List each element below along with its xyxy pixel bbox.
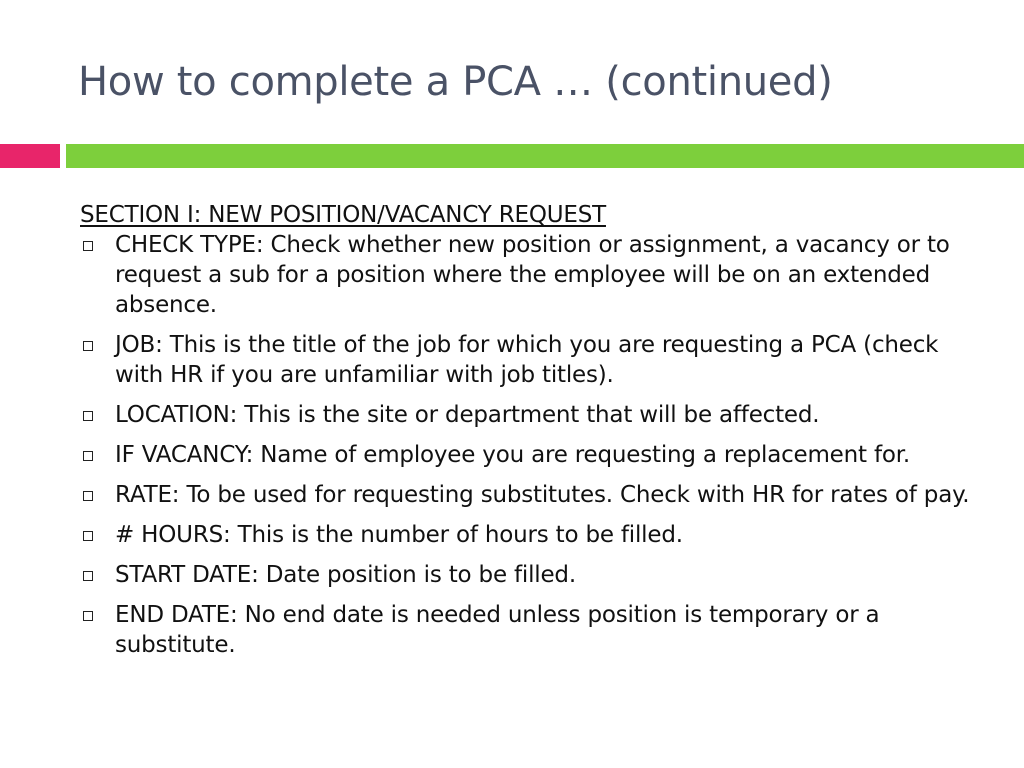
section-heading: SECTION I: NEW POSITION/VACANCY REQUEST <box>80 202 606 228</box>
list-item-rate <box>80 480 980 510</box>
list-item-start-date <box>80 560 980 590</box>
list-item-text: IF VACANCY: Name of employee you are requesting a replacement for. <box>115 442 910 468</box>
slide-title: How to complete a PCA … (continued) <box>78 59 833 105</box>
square-bullet-icon <box>83 411 93 421</box>
square-bullet-icon <box>83 491 93 501</box>
square-bullet-icon <box>83 241 93 251</box>
list-item-end-date <box>80 600 980 660</box>
list-item-hours <box>80 520 980 550</box>
list-item-text: CHECK TYPE: Check whether new position or assignment, a vacancy or to request a sub for a position where the employee will be on an extended absence. <box>115 232 950 318</box>
list-item-job <box>80 330 980 390</box>
square-bullet-icon <box>83 451 93 461</box>
slide-content <box>80 200 980 670</box>
list-item-text: RATE: To be used for requesting substitutes. Check with HR for rates of pay. <box>115 482 970 508</box>
list-item-text: JOB: This is the title of the job for which you are requesting a PCA (check with HR if you are unfamiliar with job titles). <box>115 332 939 388</box>
list-item-check-type <box>80 230 980 320</box>
list-item-if-vacancy <box>80 440 980 470</box>
square-bullet-icon <box>83 341 93 351</box>
square-bullet-icon <box>83 531 93 541</box>
accent-bar-green <box>66 144 1024 168</box>
accent-bar-pink <box>0 144 60 168</box>
list-item-text: # HOURS: This is the number of hours to be filled. <box>115 522 683 548</box>
list-item-location <box>80 400 980 430</box>
list-item-text: START DATE: Date position is to be filled. <box>115 562 576 588</box>
square-bullet-icon <box>83 571 93 581</box>
list-item-text: END DATE: No end date is needed unless position is temporary or a substitute. <box>115 602 880 658</box>
list-item-text: LOCATION: This is the site or department that will be affected. <box>115 402 820 428</box>
square-bullet-icon <box>83 611 93 621</box>
bullet-list <box>80 230 980 660</box>
